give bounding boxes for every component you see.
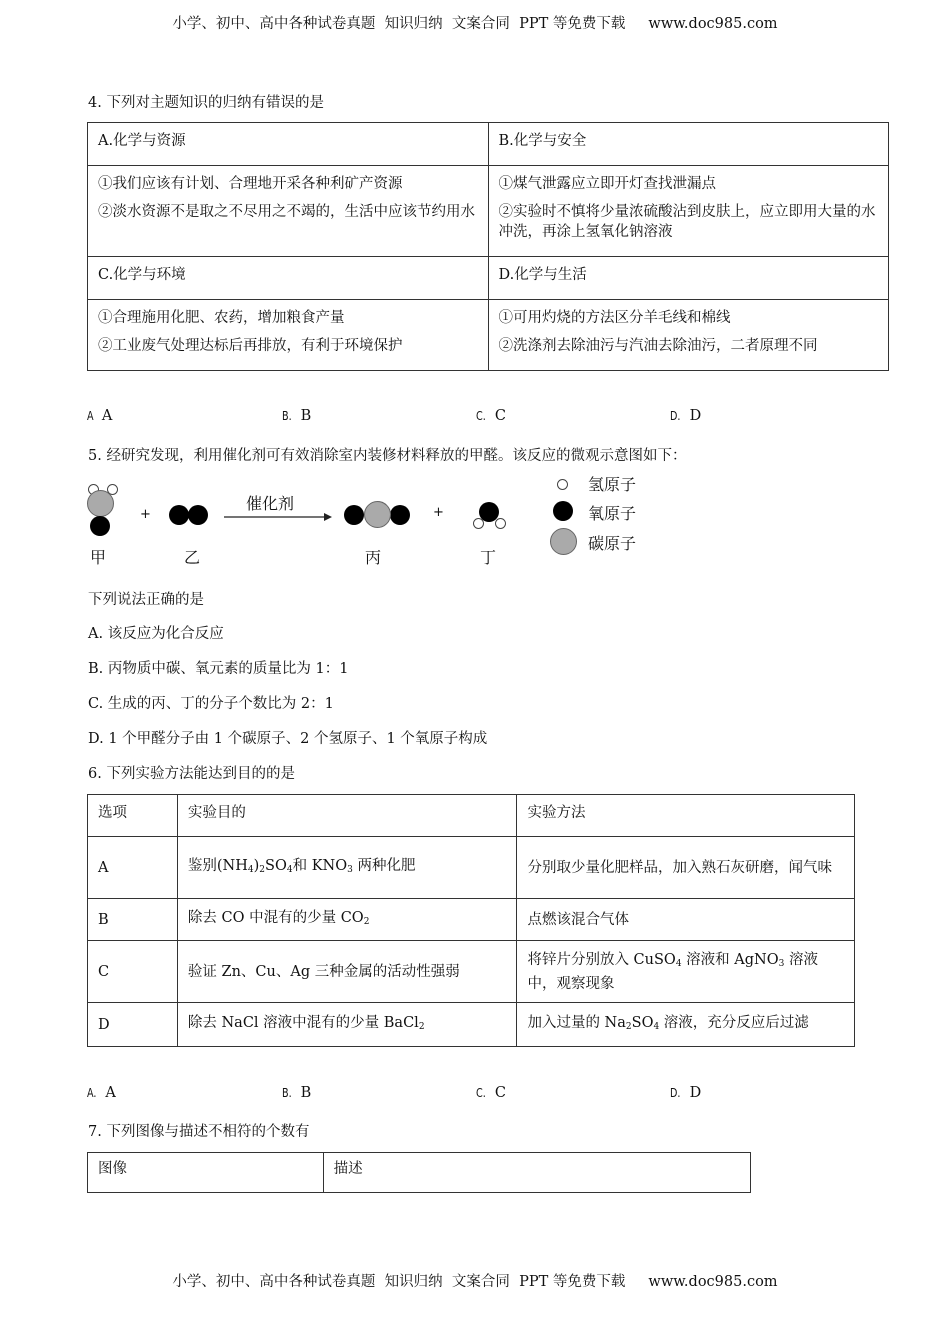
reaction-arrow-icon	[224, 511, 334, 523]
q6-row-c-method: 将锌片分别放入 CuSO$_4$ 溶液和 AgNO$_3$ 溶液中，观察现象	[517, 941, 855, 1003]
q6-choice-d[interactable]: D. D	[670, 1085, 702, 1101]
hydrogen-atom-icon	[495, 518, 506, 529]
label-ding: 丁	[480, 548, 497, 567]
q6-header-option: 选项	[88, 795, 178, 837]
q7-stem: 7. 下列图像与描述不相符的个数有	[88, 1124, 310, 1140]
oxygen-atom-icon	[188, 505, 208, 525]
q7-table	[87, 1152, 751, 1193]
table-row	[88, 941, 855, 1003]
q6-choice-b[interactable]: B. B	[282, 1085, 312, 1101]
carbon-atom-icon	[550, 528, 577, 555]
q4-cell-b-body	[488, 166, 889, 257]
q4-d-item-2: ②洗涤剂去除油污与汽油去除油污，二者原理不同	[498, 338, 818, 354]
q4-a-item-1: ①我们应该有计划、合理地开采各种利矿产资源	[98, 176, 403, 192]
table-row	[88, 899, 855, 941]
q6-row-a-method: 分别取少量化肥样品，加入熟石灰研磨，闻气味	[517, 837, 855, 899]
q4-table	[87, 122, 889, 371]
q4-d-item-1: ①可用灼烧的方法区分羊毛线和棉线	[498, 310, 731, 326]
q4-c-item-1: ①合理施用化肥、农药，增加粮食产量	[98, 310, 345, 326]
q4-c-item-2: ②工业废气处理达标后再排放，有利于环境保护	[98, 338, 403, 354]
q6-stem: 6. 下列实验方法能达到目的的是	[88, 766, 295, 782]
q6-choice-c[interactable]: C. C	[476, 1085, 506, 1101]
q4-stem: 4. 下列对主题知识的归纳有错误的是	[88, 95, 324, 111]
q4-cell-d-title: D.化学与生活	[488, 257, 889, 300]
q5-prompt: 下列说法正确的是	[88, 592, 204, 608]
q5-option-b[interactable]: B. 丙物质中碳、氧元素的质量比为 1：1	[88, 661, 349, 677]
q4-b-item-2: ②实验时不慎将少量浓硫酸沾到皮肤上，应立即用大量的水冲洗，再涂上氢氧化钠溶液	[498, 204, 876, 240]
page-footer: 小学、初中、高中各种试卷真题 知识归纳 文案合同 PPT 等免费下载 www.doc985.com	[172, 1274, 778, 1290]
carbon-atom-icon	[87, 490, 114, 517]
oxygen-atom-icon	[344, 505, 364, 525]
q5-stem: 5. 经研究发现，利用催化剂可有效消除室内装修材料释放的甲醛。该反应的微观示意图如下：	[88, 448, 687, 464]
q5-option-d[interactable]: D. 1 个甲醛分子由 1 个碳原子、2 个氢原子、1 个氧原子构成	[88, 731, 488, 747]
q6-row-c-option: C	[88, 941, 178, 1003]
legend-oxygen: 氧原子	[588, 504, 637, 523]
reaction-diagram	[80, 475, 660, 575]
q7-header-image: 图像	[88, 1153, 324, 1193]
q6-row-d-method: 加入过量的 $Na_2SO_4$ 溶液，充分反应后过滤	[517, 1003, 855, 1047]
q6-header-method: 实验方法	[517, 795, 855, 837]
q4-choice-a[interactable]: A A	[87, 408, 113, 424]
q6-row-a-purpose: 鉴别$(NH_4)_2SO_4$和 $KNO_3$ 两种化肥	[177, 837, 517, 899]
q4-cell-a-body	[88, 166, 489, 257]
q5-option-a[interactable]: A. 该反应为化合反应	[88, 626, 224, 642]
q4-a-item-2: ②淡水资源不是取之不尽用之不竭的，生活中应该节约用水	[98, 204, 475, 220]
label-jia: 甲	[90, 548, 107, 567]
q4-cell-c-body	[88, 300, 489, 371]
page-header: 小学、初中、高中各种试卷真题 知识归纳 文案合同 PPT 等免费下载 www.doc985.com	[172, 16, 778, 32]
oxygen-atom-icon	[553, 501, 573, 521]
label-bing: 丙	[365, 548, 382, 567]
hydrogen-atom-icon	[557, 479, 568, 490]
q4-cell-c-title: C.化学与环境	[88, 257, 489, 300]
legend-hydrogen: 氢原子	[588, 475, 637, 494]
q4-b-item-1: ①煤气泄露应立即开灯查找泄漏点	[498, 176, 716, 192]
legend-carbon: 碳原子	[588, 534, 637, 553]
q6-row-d-purpose: 除去 NaCl 溶液中混有的少量 BaCl$_2$	[177, 1003, 517, 1047]
oxygen-atom-icon	[390, 505, 410, 525]
plus-sign: +	[140, 507, 151, 522]
q7-header-description: 描述	[323, 1153, 750, 1193]
q5-option-c[interactable]: C. 生成的丙、丁的分子个数比为 2：1	[88, 696, 334, 712]
q4-choice-d[interactable]: D. D	[670, 408, 702, 424]
oxygen-atom-icon	[90, 516, 110, 536]
oxygen-atom-icon	[169, 505, 189, 525]
q6-row-b-purpose: 除去 CO 中混有的少量 $CO_2$	[177, 899, 517, 941]
q6-row-d-option: D	[88, 1003, 178, 1047]
q6-choice-a[interactable]: A. A	[87, 1085, 116, 1101]
q6-row-b-method: 点燃该混合气体	[517, 899, 855, 941]
table-row	[88, 837, 855, 899]
catalyst-label: 催化剂	[246, 494, 295, 513]
q6-table	[87, 794, 855, 1047]
q4-cell-a-title: A.化学与资源	[88, 123, 489, 166]
label-yi: 乙	[184, 548, 201, 567]
q4-cell-d-body	[488, 300, 889, 371]
q6-row-c-purpose: 验证 Zn、Cu、Ag 三种金属的活动性强弱	[177, 941, 517, 1003]
q4-choice-b[interactable]: B. B	[282, 408, 312, 424]
carbon-atom-icon	[364, 501, 391, 528]
q6-header-purpose: 实验目的	[177, 795, 517, 837]
plus-sign: +	[433, 505, 444, 520]
q4-cell-b-title: B.化学与安全	[488, 123, 889, 166]
hydrogen-atom-icon	[473, 518, 484, 529]
q6-row-a-option: A	[88, 837, 178, 899]
q4-choice-c[interactable]: C. C	[476, 408, 506, 424]
table-row	[88, 1003, 855, 1047]
q6-row-b-option: B	[88, 899, 178, 941]
